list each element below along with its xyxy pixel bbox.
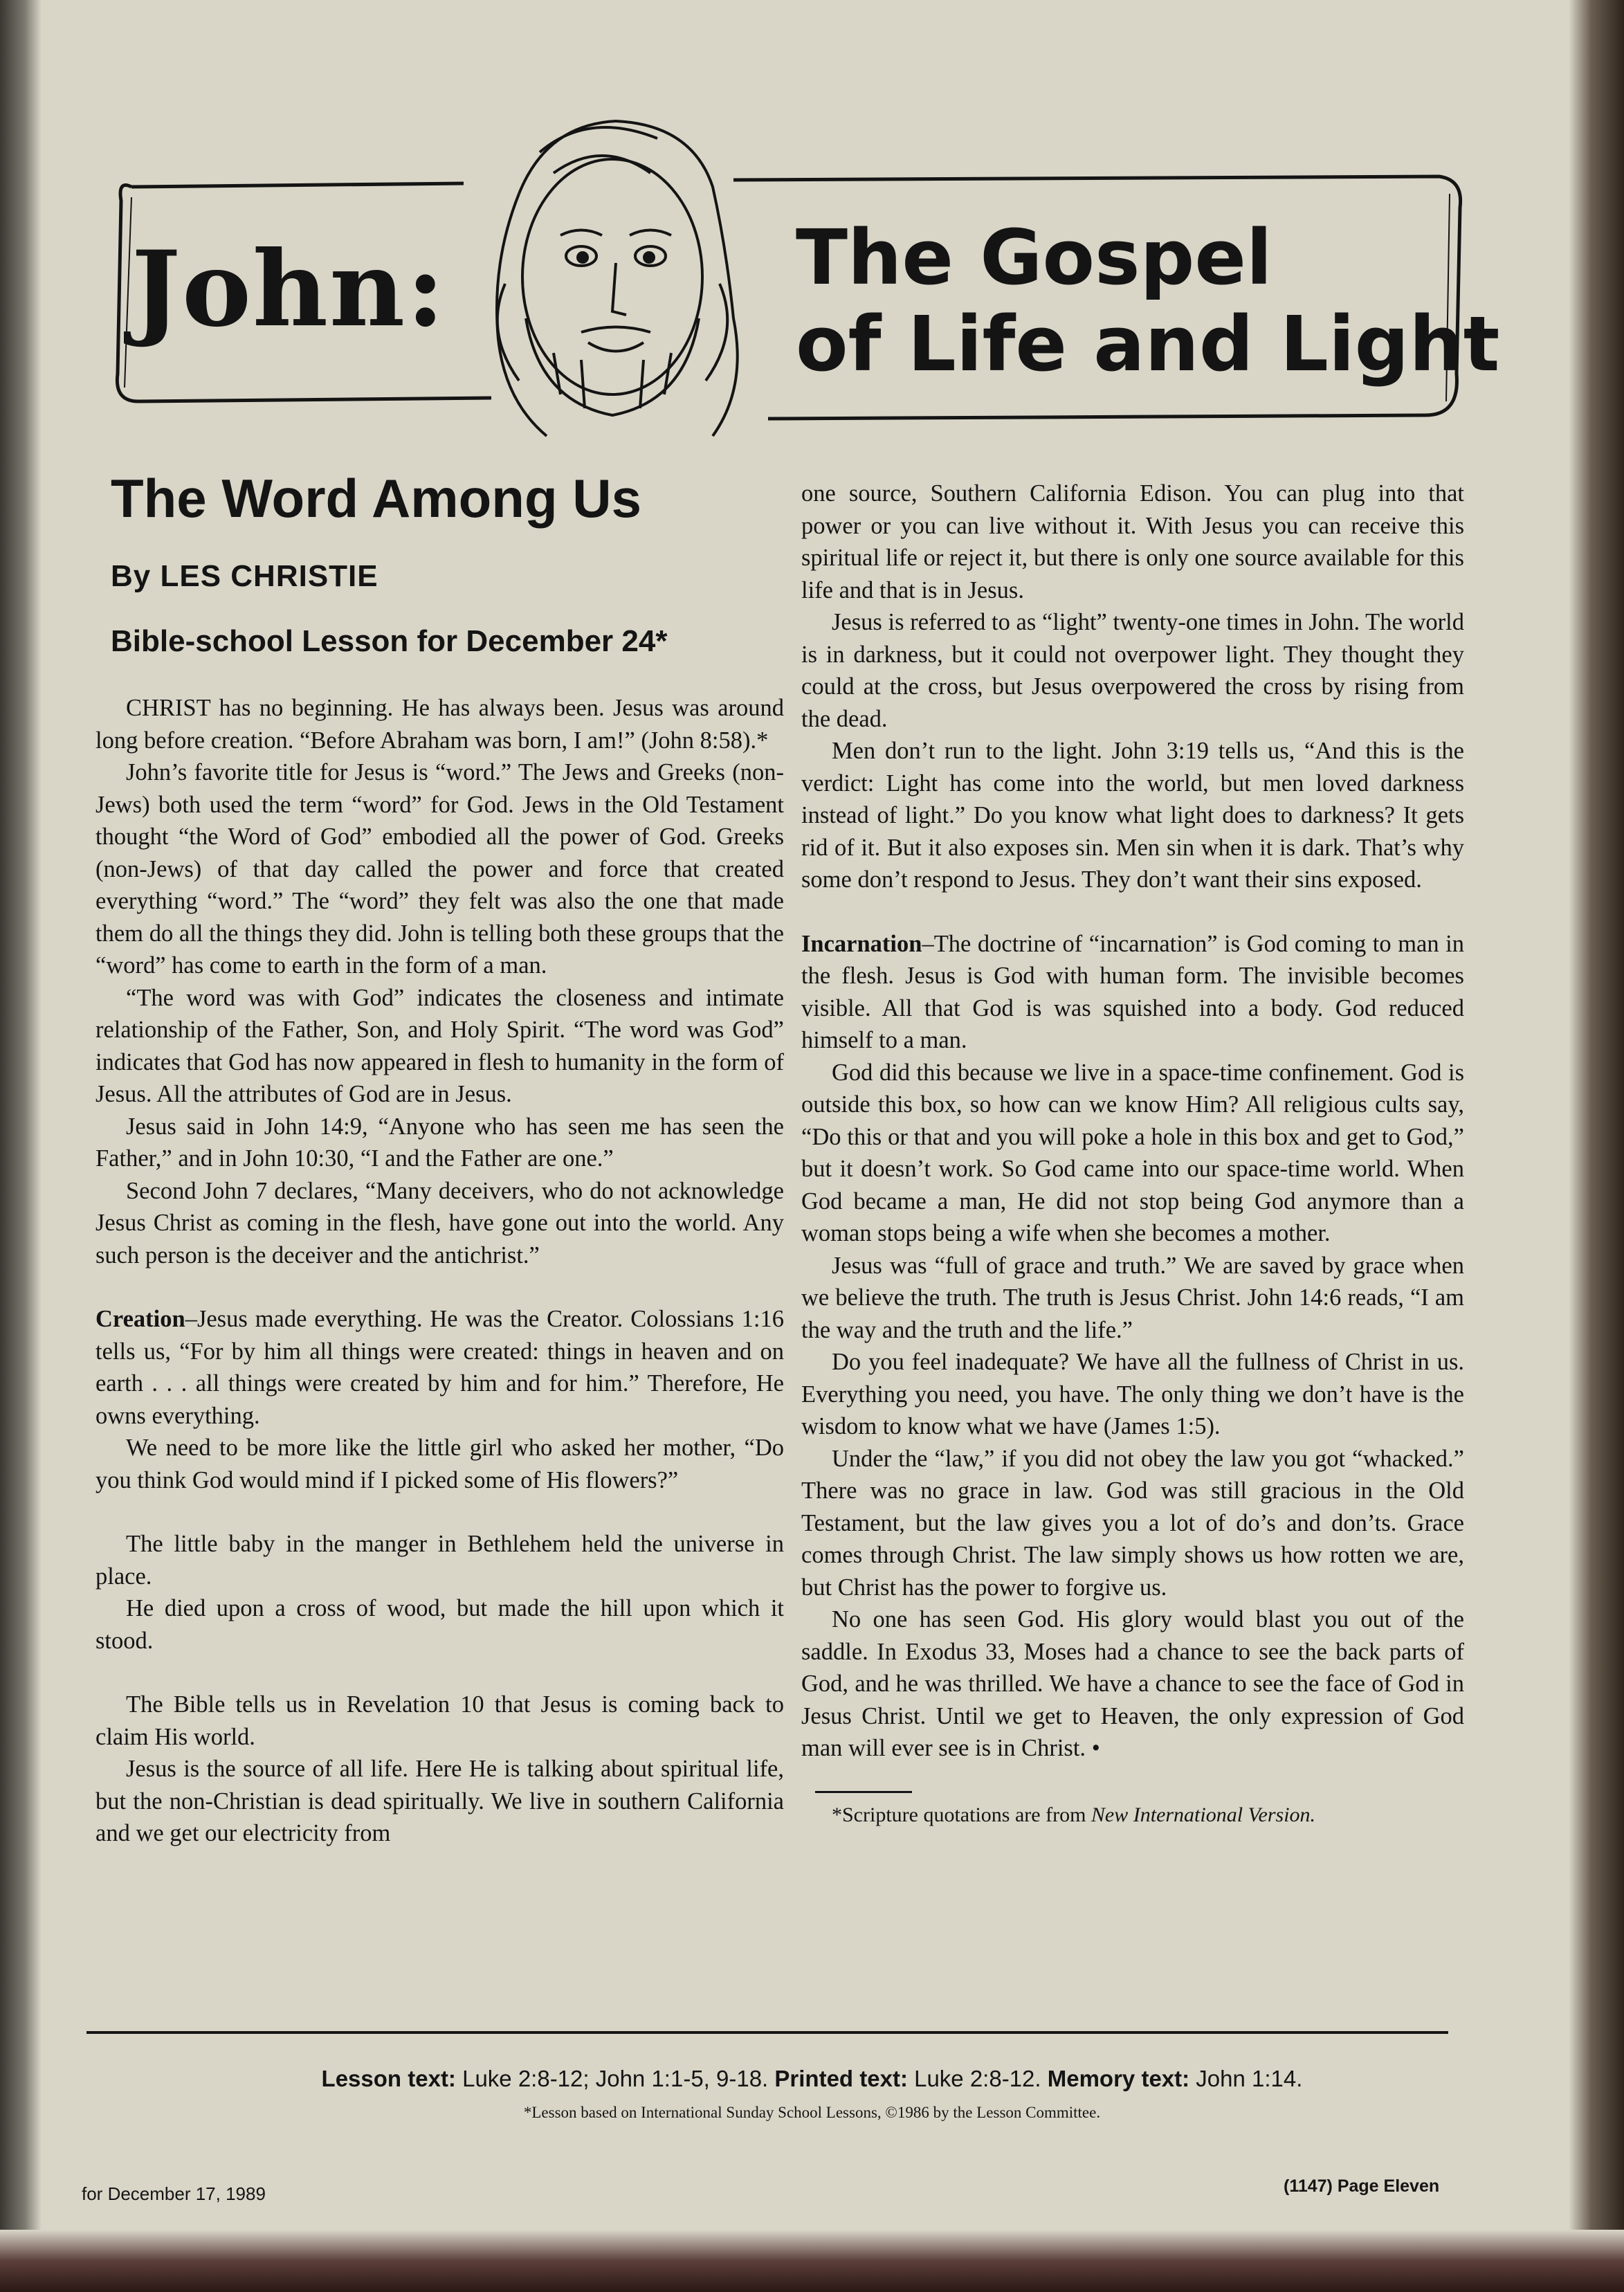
incarnation-label: Incarnation (801, 930, 922, 957)
right-column (801, 478, 1464, 1829)
footnote (801, 1801, 1464, 1829)
issue-date: for December 17, 1989 (82, 2183, 266, 2204)
creation-section (95, 1303, 784, 1432)
lesson-text-value: Luke 2:8-12; John 1:1-5, 9-18. (455, 2066, 775, 2091)
article-header (111, 467, 775, 689)
incarnation-section (801, 928, 1464, 1057)
paragraph: Jesus is referred to as “light” twenty-one times in John. The world is in darkness, but it could not overpower light. They thought they could at the cross, but Jesus overpowered the cross by rising from the dead. (801, 609, 1464, 732)
footnote-rule (815, 1791, 912, 1793)
banner-title-line2: of Life and Light (796, 300, 1500, 388)
copyright-note: *Lesson based on International Sunday School Lessons, ©1986 by the Lesson Committee. (523, 2104, 1101, 2121)
paragraph: CHRIST has no beginning. He has always been. Jesus was around long before creation. “Before Abraham was born, I am!” (John 8:58).* (95, 695, 784, 754)
paragraph: We need to be more like the little girl who asked her mother, “Do you think God would mind if I picked some of His flowers?” (95, 1435, 784, 1493)
banner-john-heading: John: (131, 228, 446, 350)
jesus-portrait-illustration (497, 121, 738, 436)
page-edge-bottom (0, 2230, 1624, 2292)
paragraph: Men don’t run to the light. John 3:19 tells us, “And this is the verdict: Light has come into the world, but men loved darkness instead of light.” Do you know what light does to darkness? It gets rid of it. But it also exposes sin. Men sin when it is dark. That’s why some don’t respond to Jesus. They don’t want their sins exposed. (801, 738, 1464, 893)
lesson-text-line (0, 2066, 1624, 2092)
memory-text-value: John 1:14. (1189, 2066, 1303, 2091)
page-shadow-left (0, 0, 42, 2292)
banner-subtitle (796, 215, 1499, 388)
footnote-text: *Scripture quotations are from (832, 1803, 1091, 1826)
footnote-version: New International Version. (1091, 1803, 1316, 1826)
paragraph: Under the “law,” if you did not obey the law you got “whacked.” There was no grace in law. God was still gracious in the Old Testament, but the law gives you a lot of do’s and don’ts. Grace comes through Christ. The law simply shows us how rotten we are, but Christ has the power to forgive us. (801, 1445, 1464, 1601)
creation-label: Creation (95, 1306, 185, 1332)
paragraph: one source, Southern California Edison. You can plug into that power or you can live without it. With Jesus you can receive this spiritual life or reject it, but there is only one source available for this life and that is in Jesus. (801, 480, 1464, 603)
footer-rule (86, 2031, 1448, 2034)
incarnation-text: –The doctrine of “incarnation” is God coming to man in the flesh. Jesus is God with human form. The invisible becomes visible. All that God is was squished into a body. God reduced himself to a man. (801, 930, 1464, 1053)
printed-text-label: Printed text: (774, 2066, 908, 2091)
creation-text: –Jesus made everything. He was the Creator. Colossians 1:16 tells us, “For by him all things were created: things in heaven and on earth . . . all things were created by him and for him.” Therefore, He owns everything. (95, 1306, 784, 1429)
article-headline: The Word Among Us (111, 468, 641, 529)
lesson-date-line: Bible-school Lesson for December 24* (111, 624, 668, 658)
page-edge-right (1569, 0, 1624, 2292)
poem-line: The little baby in the manger in Bethlehem held the universe in place. (95, 1531, 784, 1590)
closing-text: No one has seen God. His glory would blast you out of the saddle. In Exodus 33, Moses had a chance to see the back parts of God, and he was thrilled. We have a chance to see the face of God in Jesus Christ. Until we get to Heaven, the only expression of God man will ever see is in Christ. (801, 1606, 1464, 1761)
paragraph: John’s favorite title for Jesus is “word.” The Jews and Greeks (non-Jews) both used the term “word” for God. Jews in the Old Testament thought “the Word of God” embodied all the power of God. Greeks (non-Jews) of that day called the power and force that created everything “word.” The “word” they felt was also the one that made them do all the things they did. John is telling both these groups that the “word” has come to earth in the form of a man. (95, 759, 784, 979)
memory-text-label: Memory text: (1047, 2066, 1190, 2091)
end-mark: • (1091, 1735, 1100, 1761)
page-number: (1147) Page Eleven (1284, 2176, 1440, 2196)
paragraph: Do you feel inadequate? We have all the fullness of Christ in us. Everything you need, you have. The only thing we don’t have is the wisdom to know what we have (James 1:5). (801, 1349, 1464, 1439)
paragraph: Jesus is the source of all life. Here He is talking about spiritual life, but the non-Christian is dead spiritually. We live in southern California and we get our electricity from (95, 1756, 784, 1846)
article-byline: By LES CHRISTIE (111, 559, 378, 593)
lesson-text-label: Lesson text: (321, 2066, 456, 2091)
paragraph: Jesus was “full of grace and truth.” We are saved by grace when we believe the truth. The truth is Jesus Christ. John 14:6 reads, “I am the way and the truth and the life.” (801, 1252, 1464, 1343)
paragraph: God did this because we live in a space-time confinement. God is outside this box, so how can we know Him? All religious cults say, “Do this or that and you will poke a hole in this box and get to God,” but it doesn’t work. So God came into our space-time world. When God became a man, He did not stop being God anymore than a woman stops being a wife when she becomes a mother. (801, 1059, 1464, 1246)
poem-line: He died upon a cross of wood, but made the hill upon which it stood. (95, 1595, 784, 1654)
left-column (95, 692, 784, 1850)
paragraph: Second John 7 declares, “Many deceivers, who do not acknowledge Jesus Christ as coming in the flesh, have gone out into the world. Any such person is the deceiver and the antichrist.” (95, 1177, 784, 1268)
paragraph: Jesus said in John 14:9, “Anyone who has seen me has seen the Father,” and in John 10:30, “I and the Father are one.” (95, 1113, 784, 1172)
paragraph: The Bible tells us in Revelation 10 that Jesus is coming back to claim His world. (95, 1691, 784, 1750)
paragraph (801, 1603, 1464, 1765)
banner-title-line1: The Gospel (796, 213, 1272, 302)
paragraph: “The word was with God” indicates the closeness and intimate relationship of the Father, Son, and Holy Spirit. “The word was God” indicates that God has now appeared in flesh to humanity in the form of Jesus. All the attributes of God are in Jesus. (95, 984, 784, 1107)
printed-text-value: Luke 2:8-12. (907, 2066, 1048, 2091)
